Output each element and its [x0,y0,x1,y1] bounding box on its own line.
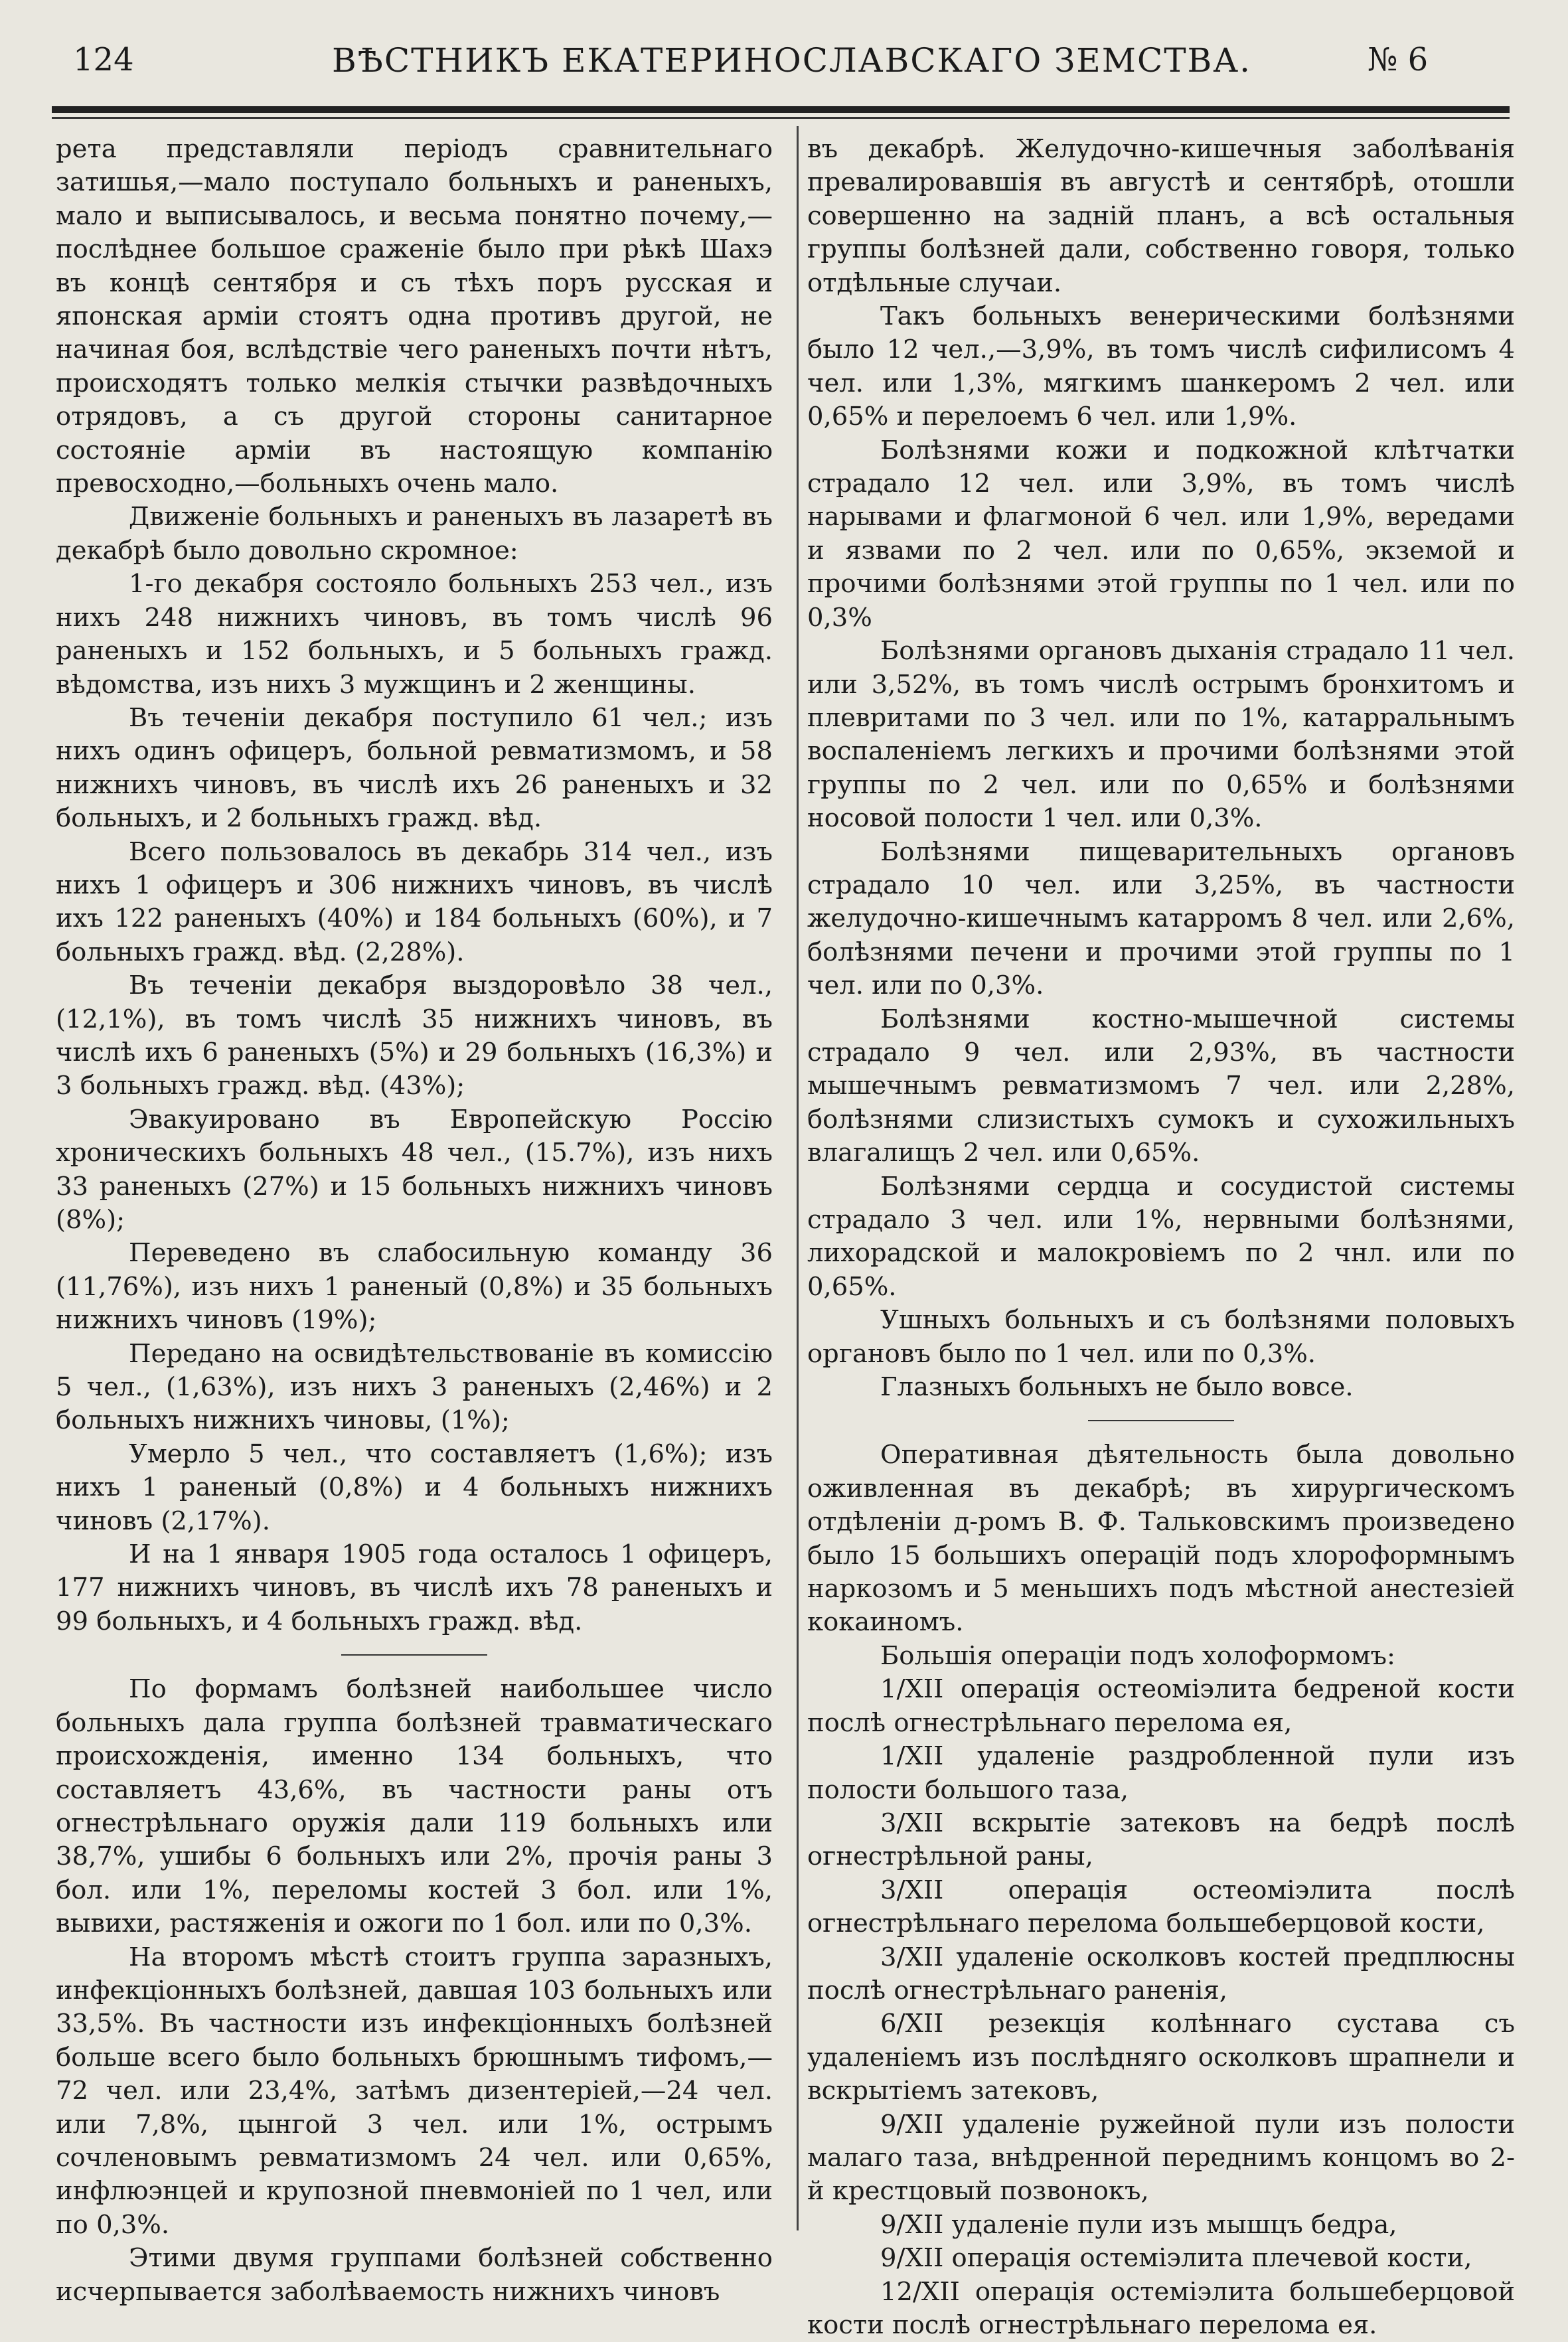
paragraph: На второмъ мѣстѣ стоитъ группа заразныхъ, инфекціонныхъ болѣзней, давшая 103 больныхъ или 33,5%. Въ частности изъ инфекціонныхъ болѣзней больше всего было больныхъ брюшнымъ тифомъ,—72 чел. или 23,4%, затѣмъ дизентеріей,—24 чел. или 7,8%, цынгой 3 чел. или 1%, острымъ сочленовымъ ревматизмомъ 24 чел. или 0,65%, инфлюэнцей и крупозной пневмоніей по 1 чел, или по 0,3%. [56,1942,773,2240]
list-item: 9/XII удаленіе пули изъ мышцъ бедра, [880,2209,1397,2240]
paragraph: 1-го декабря состояло больныхъ 253 чел., изъ нихъ 248 нижнихъ чиновъ, въ томъ числѣ 96 раненыхъ и 152 больныхъ, и 5 больныхъ гражд. вѣдомства, изъ нихъ 3 мужщинъ и 2 женщины. [56,569,773,700]
paragraph: Этими двумя группами болѣзней собственно исчерпывается заболѣваемость нижнихъ чиновъ [56,2243,773,2307]
list-item: 1/XII операція остеоміэлита бедреной кости послѣ огнестрѣльнаго перелома ея, [807,1674,1515,1738]
header-rule-thin [52,117,1510,119]
paragraph: Такъ больныхъ венерическими болѣзнями было 12 чел.,—3,9%, въ томъ числѣ сифилисомъ 4 чел. или 1,3%, мягкимъ шанкеромъ 2 чел. или 0,65% и перелоемъ 6 чел. или 1,9%. [807,301,1515,432]
list-item: 3/XII удаленіе осколковъ костей предплюсны послѣ огнестрѣльнаго раненія, [807,1942,1515,2005]
paragraph: Глазныхъ больныхъ не было вовсе. [880,1372,1354,1403]
right-column [807,133,1515,2342]
paragraph: въ декабрѣ. Желудочно-кишечныя заболѣванія превалировавшія въ августѣ и сентябрѣ, отошли совершенно на задній планъ, а всѣ остальныя группы болѣзней дали, собственно говоря, только отдѣльные случаи. [807,134,1515,298]
paragraph: Въ теченіи декабря выздоровѣло 38 чел., (12,1%), въ томъ числѣ 35 нижнихъ чиновъ, въ числѣ ихъ 6 раненыхъ (5%) и 29 больныхъ (16,3%) и 3 больныхъ гражд. вѣд. (43%); [56,971,773,1101]
list-item: 12/XII операція остеміэлита большеберцовой кости послѣ огнестрѣльнаго перелома ея. [807,2276,1515,2340]
section-separator [341,1654,487,1656]
list-item: 1/XII удаленіе раздробленной пули изъ полости большого таза, [807,1741,1515,1805]
left-column [56,133,773,2309]
paragraph: Болѣзнями органовъ дыханія страдало 11 чел. или 3,52%, въ томъ числѣ острымъ бронхитомъ и плевритами по 3 чел. или по 1%, катарральнымъ воспаленіемъ легкихъ и прочими болѣзнями этой группы по 2 чел. или по 0,65% и болѣзнями носовой полости 1 чел. или 0,3%. [807,636,1515,834]
paragraph: Въ теченіи декабря поступило 61 чел.; изъ нихъ одинъ офицеръ, больной ревматизмомъ, и 58 нижнихъ чиновъ, въ числѣ ихъ 26 раненыхъ и 32 больныхъ, и 2 больныхъ гражд. вѣд. [56,702,773,834]
paragraph: Большія операціи подъ холоформомъ: [880,1640,1396,1671]
paragraph: Эвакуировано въ Европейскую Россію хроническихъ больныхъ 48 чел., (15.7%), изъ нихъ 33 раненыхъ (27%) и 15 больныхъ нижнихъ чиновъ (8%); [56,1104,773,1235]
section-separator [1088,1420,1234,1421]
list-item: 6/XII резекція колѣннаго сустава съ удаленіемъ изъ послѣдняго осколковъ шрапнели и вскрытіемъ затековъ, [807,2009,1515,2106]
paragraph: Переведено въ слабосильную команду 36 (11,76%), изъ нихъ 1 раненый (0,8%) и 35 больныхъ нижнихъ чиновъ (19%); [56,1238,773,1336]
list-item: 9/XII удаленіе ружейной пули изъ полости малаго таза, внѣдренной переднимъ концомъ во 2-й крестцовый позвонокъ, [807,2109,1515,2207]
paragraph: Оперативная дѣятельность была довольно оживленная въ декабрѣ; въ хирургическомъ отдѣленіи д-ромъ В. Ф. Тальковскимъ произведено было 15 большихъ операцій подъ хлороформнымъ наркозомъ и 5 меньшихъ подъ мѣстной анестезіей кокаиномъ. [807,1440,1515,1638]
paragraph: Болѣзнями кожи и подкожной клѣтчатки страдало 12 чел. или 3,9%, въ томъ числѣ нарывами и флагмоной 6 чел. или 1,9%, вередами и язвами по 2 чел. или по 0,65%, экземой и прочими болѣзнями этой группы по 1 чел. или по 0,3% [807,435,1515,633]
journal-title: ВѢСТНИКЪ ЕКАТЕРИНОСЛАВСКАГО ЗЕМСТВА. [332,41,1252,80]
list-item: 3/XII вскрытіе затековъ на бедрѣ послѣ огнестрѣльной раны, [807,1808,1515,1872]
paragraph: Всего пользовалось въ декабрь 314 чел., изъ нихъ 1 офицеръ и 306 нижнихъ чиновъ, въ числѣ ихъ 122 раненыхъ (40%) и 184 больныхъ (60%), и 7 больныхъ гражд. вѣд. (2,28%). [56,836,773,967]
paragraph: Умерло 5 чел., что составляетъ (1,6%); изъ нихъ 1 раненый (0,8%) и 4 больныхъ нижнихъ чиновъ (2,17%). [56,1439,773,1536]
page-number: 124 [73,41,134,78]
list-item: 9/XII операція остеміэлита плечевой кости, [880,2243,1472,2274]
column-divider [797,126,799,2230]
paragraph: рета представляли періодъ сравнительнаго затишья,—мало поступало больныхъ и раненыхъ, мало и выписывалось, и весьма понятно почему,—послѣднее большое сраженіе было при рѣкѣ Шахэ въ концѣ сентября и съ тѣхъ поръ русская и японская арміи стоятъ одна противъ другой, не начиная боя, вслѣдствіе чего раненыхъ почти нѣтъ, происходятъ только мелкія стычки развѣдочныхъ отрядовъ, а съ другой стороны санитарное состояніе арміи въ настоящую компанію превосходно,—больныхъ очень мало. [56,134,773,499]
paragraph: Ушныхъ больныхъ и съ болѣзнями половыхъ органовъ было по 1 чел. или по 0,3%. [807,1305,1515,1369]
paragraph: По формамъ болѣзней наибольшее число больныхъ дала группа болѣзней травматическаго происхожденія, именно 134 больныхъ, что составляетъ 43,6%, въ частности раны отъ огнестрѣльнаго оружія дали 119 больныхъ или 38,7%, ушибы 6 больныхъ или 2%, прочія раны 3 бол. или 1%, переломы костей 3 бол. или 1%, вывихи, растяженія и ожоги по 1 бол. или по 0,3%. [56,1674,773,1939]
paragraph: Передано на освидѣтельствованіе въ комиссію 5 чел., (1,63%), изъ нихъ 3 раненыхъ (2,46%) и 2 больныхъ нижнихъ чиновы, (1%); [56,1338,773,1436]
header-rule [52,106,1510,113]
paragraph: Болѣзнями пищеварительныхъ органовъ страдало 10 чел. или 3,25%, въ частности желудочно-кишечнымъ катарромъ 8 чел. или 2,6%, болѣзнями печени и прочими этой группы по 1 чел. или по 0,3%. [807,836,1515,1001]
list-item: 3/XII операція остеоміэлита послѣ огнестрѣльнаго перелома большеберцовой кости, [807,1875,1515,1939]
paragraph: Движеніе больныхъ и раненыхъ въ лазаретѣ въ декабрѣ было довольно скромное: [56,502,773,566]
paragraph: Болѣзнями костно-мышечной системы страдало 9 чел. или 2,93%, въ частности мышечнымъ ревматизмомъ 7 чел. или 2,28%, болѣзнями слизистыхъ сумокъ и сухожильныхъ влагалищъ 2 чел. или 0,65%. [807,1004,1515,1168]
paragraph: Болѣзнями сердца и сосудистой системы страдало 3 чел. или 1%, нервными болѣзнями, лихорадской и малокровіемъ по 2 чнл. или по 0,65%. [807,1171,1515,1302]
paragraph: И на 1 января 1905 года осталось 1 офицеръ, 177 нижнихъ чиновъ, въ числѣ ихъ 78 раненыхъ и 99 больныхъ, и 4 больныхъ гражд. вѣд. [56,1539,773,1636]
issue-number: № 6 [1368,41,1429,78]
